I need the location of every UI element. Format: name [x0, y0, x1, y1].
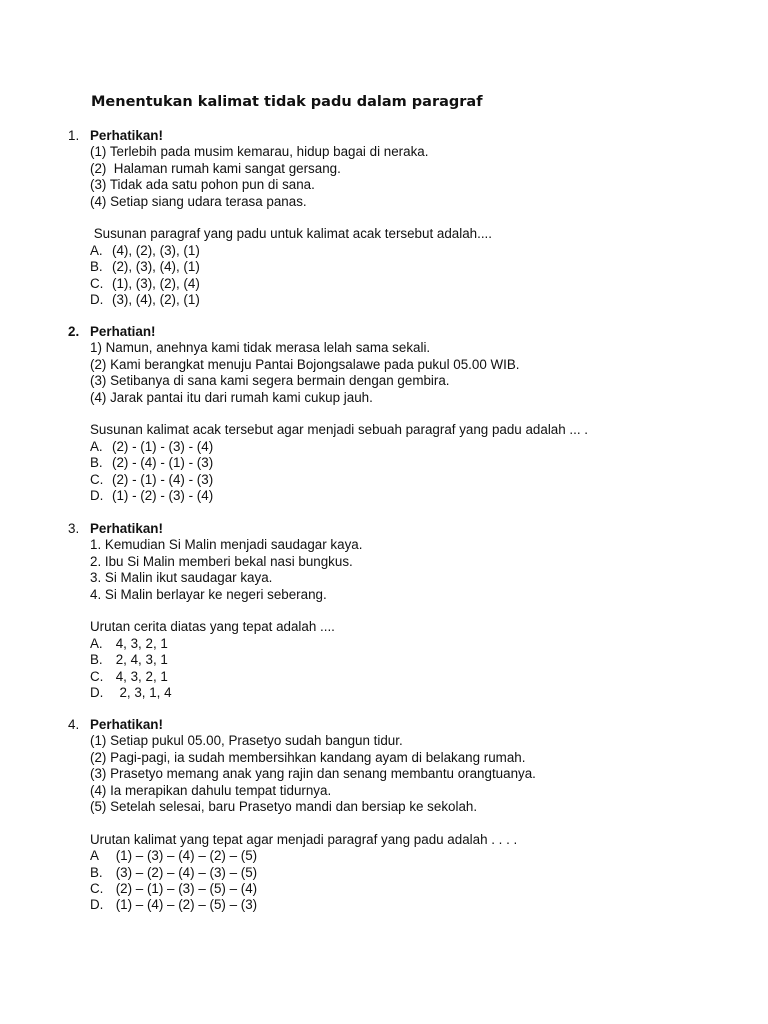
question-heading: Perhatikan! — [90, 128, 163, 143]
option-letter: D. — [90, 291, 104, 307]
answer-option — [90, 897, 690, 913]
option-text: 4, 3, 2, 1 — [112, 635, 168, 651]
answer-option — [90, 439, 690, 455]
question-heading: Perhatian! — [90, 324, 156, 339]
sentence-line: (3) Tidak ada satu pohon pun di sana. — [90, 177, 315, 193]
answer-option — [90, 685, 690, 701]
option-text: (2) - (1) - (4) - (3) — [112, 471, 214, 487]
sentence-line: 1) Namun, anehnya kami tidak merasa lelah sama sekali. — [90, 340, 431, 356]
option-letter: C. — [90, 471, 104, 487]
answer-option — [90, 292, 690, 308]
option-text: (1) – (3) – (4) – (2) – (5) — [112, 848, 258, 864]
answer-option — [90, 488, 690, 504]
option-letter: B. — [90, 455, 103, 471]
question-body — [90, 717, 690, 914]
question-heading: Perhatikan! — [90, 717, 163, 732]
question-prompt: Susunan kalimat acak tersebut agar menjadi sebuah paragraf yang padu adalah ... . — [90, 422, 589, 438]
option-text: 2, 4, 3, 1 — [112, 652, 168, 668]
sentence-line: 4. Si Malin berlayar ke negeri seberang. — [90, 586, 327, 602]
sentence-line: (4) Setiap siang udara terasa panas. — [90, 193, 307, 209]
option-letter: A. — [90, 242, 103, 258]
answer-option — [90, 636, 690, 652]
option-text: (2) – (1) – (3) – (5) – (4) — [112, 880, 258, 896]
option-text: (3) – (2) – (4) – (3) – (5) — [112, 864, 258, 880]
question-heading: Perhatikan! — [90, 521, 163, 536]
sentence-line: (4) Ia merapikan dahulu tempat tidurnya. — [90, 782, 332, 798]
question-body — [90, 128, 690, 308]
option-letter: A. — [90, 438, 103, 454]
option-letter: C. — [90, 275, 104, 291]
answer-option — [90, 865, 690, 881]
sentence-line: (2) Pagi-pagi, ia sudah membersihkan kandang ayam di belakang rumah. — [90, 749, 526, 765]
answer-option — [90, 243, 690, 259]
option-text: (3), (4), (2), (1) — [112, 291, 200, 307]
option-text: (1) – (4) – (2) – (5) – (3) — [112, 897, 258, 913]
sentence-line: (5) Setelah selesai, baru Prasetyo mandi dan bersiap ke sekolah. — [90, 798, 478, 814]
option-letter: A — [90, 848, 99, 864]
answer-option — [90, 652, 690, 668]
answer-option — [90, 848, 690, 864]
option-letter: D. — [90, 684, 104, 700]
option-text: 4, 3, 2, 1 — [112, 668, 168, 684]
option-text: 2, 3, 1, 4 — [112, 684, 172, 700]
option-letter: C. — [90, 880, 104, 896]
page-title: Menentukan kalimat tidak padu dalam paragraf — [91, 94, 483, 110]
sentence-line: (1) Terlebih pada musim kemarau, hidup bagai di neraka. — [90, 144, 429, 160]
option-text: (4), (2), (3), (1) — [112, 242, 200, 258]
question-prompt: Susunan paragraf yang padu untuk kalimat acak tersebut adalah.... — [90, 226, 492, 242]
question-prompt: Urutan kalimat yang tepat agar menjadi paragraf yang padu adalah . . . . — [90, 831, 518, 847]
option-letter: B. — [90, 652, 103, 668]
sentence-line: (3) Prasetyo memang anak yang rajin dan senang membantu orangtuanya. — [90, 766, 536, 782]
option-text: (1) - (2) - (3) - (4) — [112, 487, 214, 503]
option-letter: D. — [90, 487, 104, 503]
question-body — [90, 324, 690, 504]
option-letter: B. — [90, 864, 103, 880]
answer-option — [90, 881, 690, 897]
question-number: 1. — [68, 128, 80, 143]
sentence-line: (3) Setibanya di sana kami segera bermain dengan gembira. — [90, 373, 450, 389]
option-letter: B. — [90, 259, 103, 275]
answer-option — [90, 455, 690, 471]
option-text: (2) - (1) - (3) - (4) — [112, 438, 214, 454]
option-letter: C. — [90, 668, 104, 684]
answer-option — [90, 669, 690, 685]
option-letter: D. — [90, 897, 104, 913]
option-text: (1), (3), (2), (4) — [112, 275, 200, 291]
sentence-line: (2) Kami berangkat menuju Pantai Bojongsalawe pada pukul 05.00 WIB. — [90, 356, 520, 372]
sentence-line: 1. Kemudian Si Malin menjadi saudagar kaya. — [90, 537, 363, 553]
question-prompt: Urutan cerita diatas yang tepat adalah .... — [90, 619, 335, 635]
sentence-line: 3. Si Malin ikut saudagar kaya. — [90, 570, 273, 586]
sentence-line: (1) Setiap pukul 05.00, Prasetyo sudah bangun tidur. — [90, 733, 403, 749]
option-text: (2), (3), (4), (1) — [112, 259, 200, 275]
question-number: 2. — [68, 324, 80, 339]
answer-option — [90, 259, 690, 275]
question-number: 4. — [68, 717, 80, 732]
answer-option — [90, 472, 690, 488]
sentence-line: (2) Halaman rumah kami sangat gersang. — [90, 160, 341, 176]
question-body — [90, 521, 690, 701]
sentence-line: 2. Ibu Si Malin memberi bekal nasi bungkus. — [90, 553, 353, 569]
sentence-line: (4) Jarak pantai itu dari rumah kami cukup jauh. — [90, 389, 373, 405]
answer-option — [90, 276, 690, 292]
question-number: 3. — [68, 521, 80, 536]
option-text: (2) - (4) - (1) - (3) — [112, 455, 214, 471]
option-letter: A. — [90, 635, 103, 651]
